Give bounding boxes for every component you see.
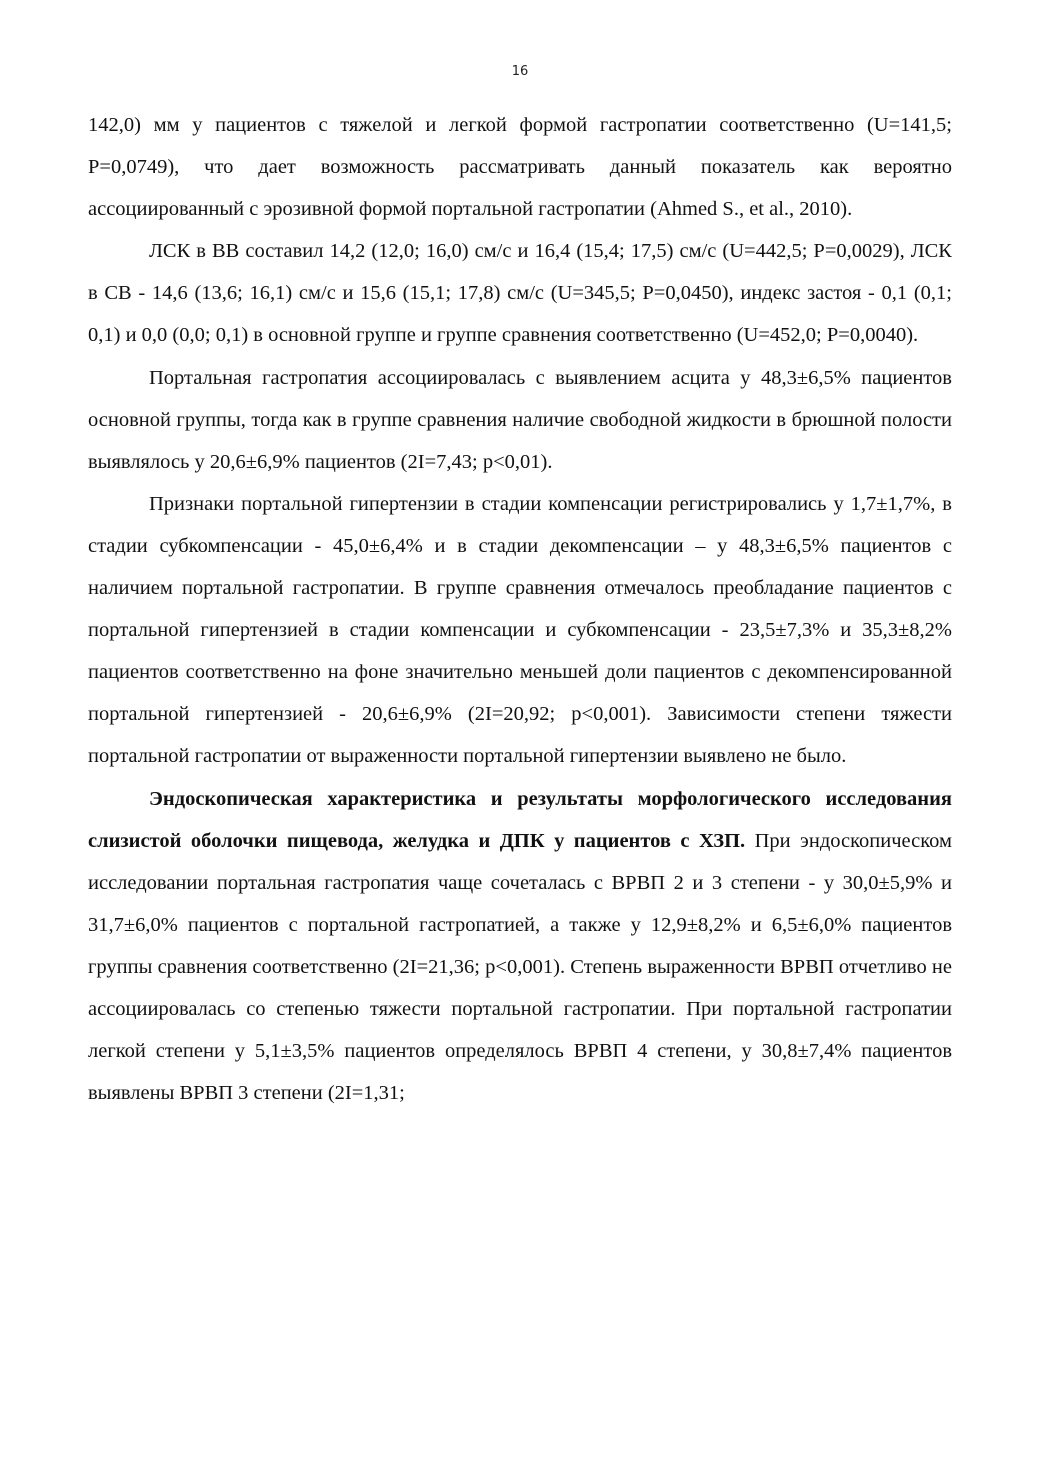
paragraph-4: Признаки портальной гипертензии в стадии компенсации регистрировались у 1,7±1,7%, в стадии субкомпенсации - 45,0±6,4% и в стадии декомпенсации – у 48,3±6,5% пациентов с наличием портальной гастропатии. В группе сравнения отмечалось преобладание пациентов с портальной гипертензией в стадии компенсации и субкомпенсации - 23,5±7,3% и 35,3±8,2% пациентов соответственно на фоне значительно меньшей доли пациентов с декомпенсированной портальной гипертензией - 20,6±6,9% (2I=20,92; p<0,001). Зависимости степени тяжести портальной гастропатии от выраженности портальной гипертензии выявлено не было. <box>88 492 952 768</box>
paragraph-2: ЛСК в ВВ составил 14,2 (12,0; 16,0) см/с и 16,4 (15,4; 17,5) см/с (U=442,5; P=0,0029), ЛСК в СВ - 14,6 (13,6; 16,1) см/с и 15,6 (15,1; 17,8) см/с (U=345,5; P=0,0450), индекс застоя - 0,1 (0,1; 0,1) и 0,0 (0,0; 0,1) в основной группе и группе сравнения соответственно (U=452,0; P=0,0040). <box>88 240 952 347</box>
page-number: 16 <box>511 64 529 79</box>
section-heading: Эндоскопическая характеристика и результаты морфологического исследования слизистой оболочки пищевода, желудка и ДПК у пациентов с ХЗП. <box>88 787 952 852</box>
paragraph-1: 142,0) мм у пациентов с тяжелой и легкой формой гастропатии соответственно (U=141,5; P=0,0749), что дает возможность рассматривать данный показатель как вероятно ассоциированный с эрозивной формой портальной гастропатии (Ahmed S., et al., 2010). <box>88 114 952 221</box>
paragraph-3: Портальная гастропатия ассоциировалась с выявлением асцита у 48,3±6,5% пациентов основной группы, тогда как в группе сравнения наличие свободной жидкости в брюшной полости выявлялось у 20,6±6,9% пациентов (2I=7,43; p<0,01). <box>88 366 952 473</box>
paragraph-5 <box>88 778 952 1115</box>
body-text <box>88 104 952 1114</box>
paragraph-5-text: При эндоскопическом исследовании портальная гастропатия чаще сочеталась с ВРВП 2 и 3 степени - у 30,0±5,9% и 31,7±6,0% пациентов с портальной гастропатией, а также у 12,9±8,2% и 6,5±6,0% пациентов группы сравнения соответственно (2I=21,36; p<0,001). Степень выраженности ВРВП отчетливо не ассоциировалась со степенью тяжести портальной гастропатии. При портальной гастропатии легкой степени у 5,1±3,5% пациентов определялось ВРВП 4 степени, у 30,8±7,4% пациентов выявлены ВРВП 3 степени (2I=1,31; <box>88 829 952 1105</box>
